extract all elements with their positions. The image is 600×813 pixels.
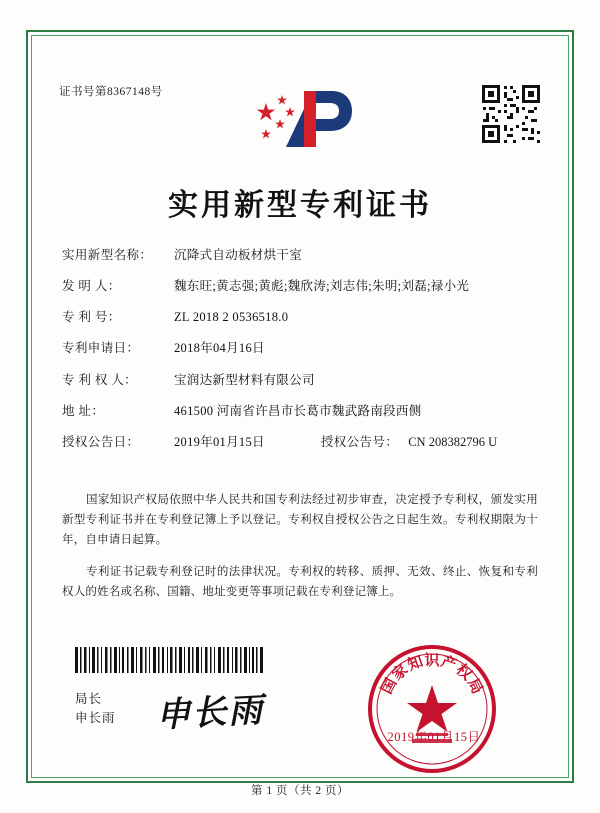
field-value-patent-no: ZL 2018 2 0536518.0 <box>174 310 289 325</box>
barcode <box>75 647 265 673</box>
official-seal <box>366 643 498 775</box>
certificate-number: 证书号第8367148号 <box>59 86 163 98</box>
handwritten-signature: 申长雨 <box>155 690 266 736</box>
field-label-patent-name: 实用新型名称： <box>62 248 153 262</box>
page-footer: 第 1 页（共 2 页） <box>251 785 349 797</box>
legal-paragraph-1: 国家知识产权局依照中华人民共和国专利法经过初步审查，决定授予专利权，颁发实用新型专利证书并在专利登记簿上予以登记。专利权自授权公告之日起生效。专利权期限为十年，自申请日起算。 <box>62 494 538 547</box>
field-value-grant-no: CN 208382796 U <box>408 434 498 449</box>
field-value-patentee: 宝润达新型材料有限公司 <box>174 372 315 387</box>
field-row-name <box>62 248 542 264</box>
field-value-inventors: 魏东旺;黄志强;黄彪;魏欣涛;刘志伟;朱明;刘磊;禄小光 <box>174 279 470 294</box>
field-value-application-date: 2018年04月16日 <box>174 341 265 356</box>
field-value-address: 461500 河南省许昌市长葛市魏武路南段西侧 <box>174 403 422 418</box>
signature-block <box>75 690 116 729</box>
cnipa-logo-icon <box>246 85 366 157</box>
field-row-application-date <box>62 341 542 357</box>
page-title: 实用新型专利证书 <box>168 189 432 222</box>
svg-text:国: 国 <box>379 676 401 697</box>
field-row-address <box>62 404 542 420</box>
svg-text:局: 局 <box>463 676 485 697</box>
svg-text:知: 知 <box>405 653 426 674</box>
field-row-patent-no <box>62 310 542 326</box>
field-label-patent-no: 专 利 号： <box>62 310 121 325</box>
field-label-application-date: 专利申请日： <box>62 341 140 356</box>
legal-paragraph-2: 专利证书记载专利登记时的法律状况。专利权的转移、质押、无效、终止、恢复和专利权人的姓名或名称、国籍、地址变更等事项记载在专利登记簿上。 <box>62 566 538 599</box>
field-label-address: 地 址： <box>62 403 105 418</box>
field-label-grant-date: 授权公告日： <box>62 434 140 449</box>
field-row-patentee <box>62 373 542 389</box>
field-value-patent-name: 沉降式自动板材烘干室 <box>174 248 303 262</box>
field-list <box>62 248 542 466</box>
field-row-grant <box>62 435 542 451</box>
field-row-inventors <box>62 279 542 295</box>
seal-date: 2019年01月15日 <box>387 730 481 744</box>
svg-text:产: 产 <box>438 653 459 674</box>
svg-text:权: 权 <box>452 661 475 684</box>
field-label-inventors: 发 明 人： <box>62 279 121 294</box>
certificate-content <box>31 35 569 797</box>
svg-text:家: 家 <box>389 661 412 684</box>
svg-text:识: 识 <box>424 653 440 669</box>
field-label-patentee: 专 利 权 人： <box>62 372 138 387</box>
field-label-grant-no: 授权公告号： <box>320 434 399 449</box>
field-value-grant-date: 2019年01月15日 <box>174 434 265 449</box>
qr-code-icon <box>480 83 542 145</box>
signature-title-label: 局长 <box>75 692 103 706</box>
signature-name-label: 申长雨 <box>75 711 116 726</box>
